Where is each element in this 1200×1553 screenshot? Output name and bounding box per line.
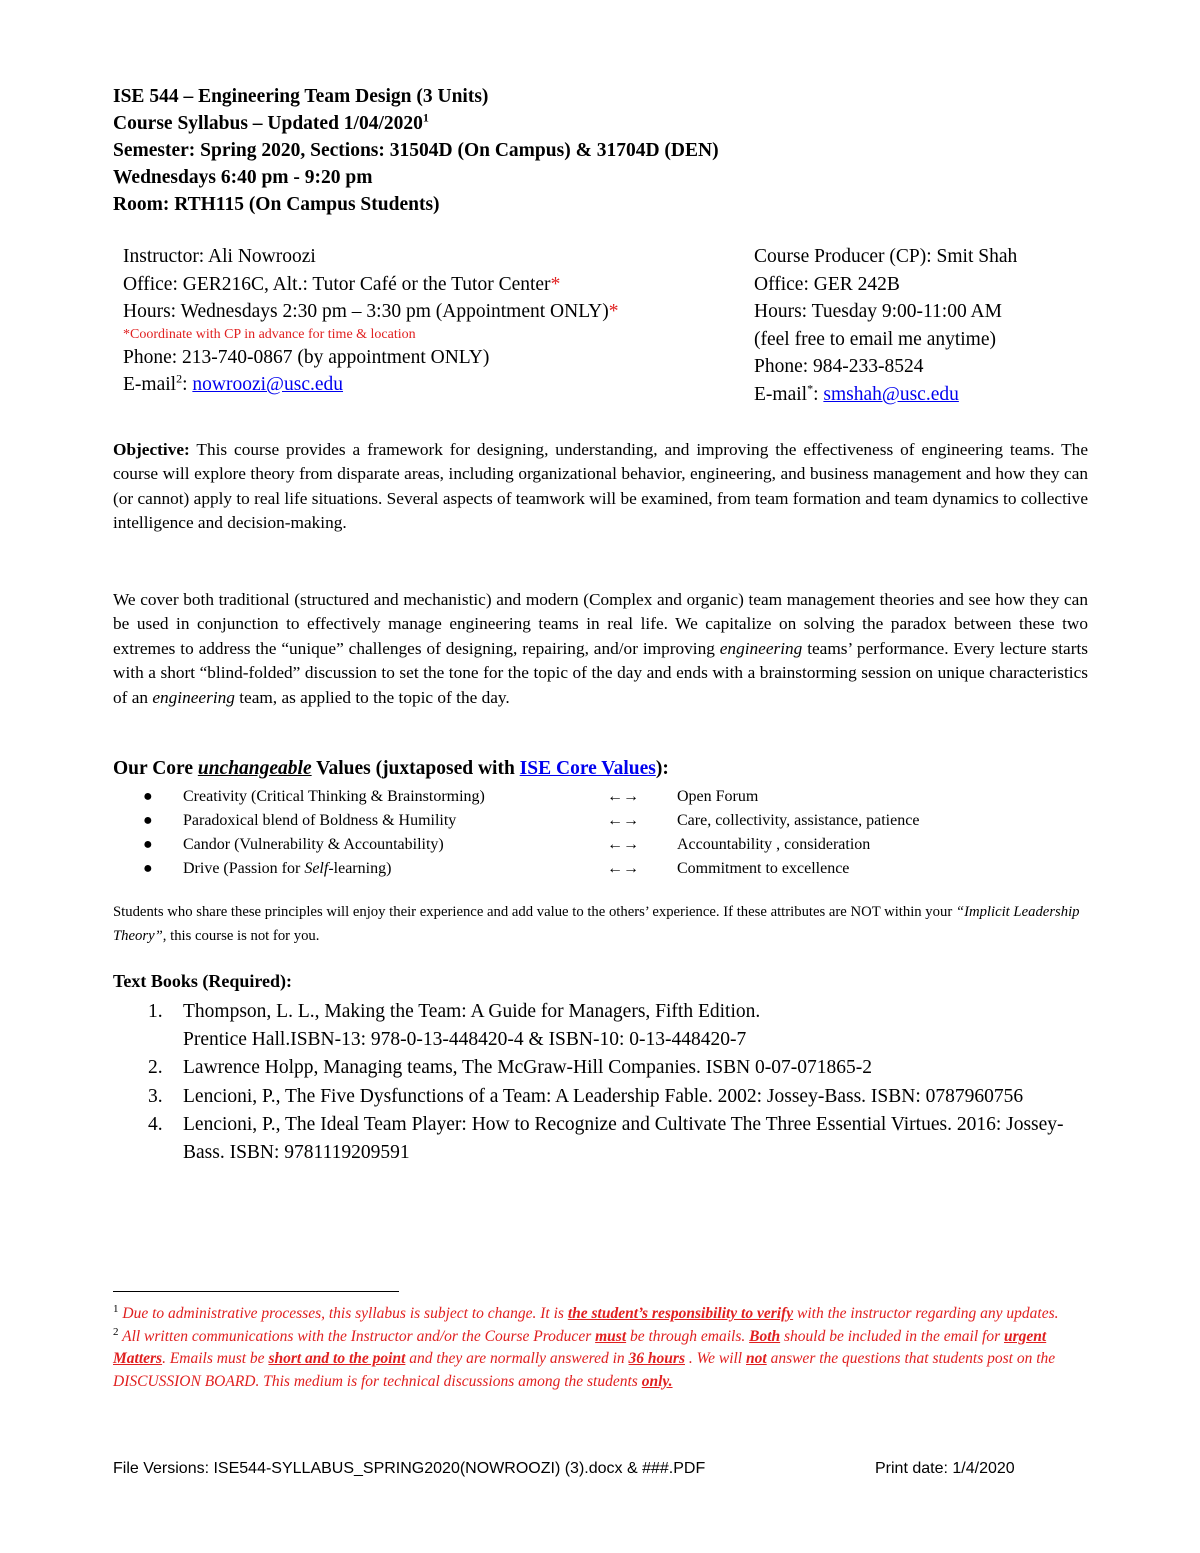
producer-phone: Phone: 984-233-8524 xyxy=(754,356,924,377)
core-values-heading: Our Core unchangeable Values (juxtaposed with ISE Core Values): xyxy=(113,758,669,779)
double-arrow-icon: ←→ xyxy=(607,836,639,853)
instructor-office: Office: GER216C, Alt.: Tutor Café or the Tutor Center* xyxy=(123,273,561,295)
instructor-email-link[interactable]: nowroozi@usc.edu xyxy=(192,374,344,395)
instructor-contact xyxy=(123,243,619,399)
semester-sections: Semester: Spring 2020, Sections: 31504D (On Campus) & 31704D (DEN) xyxy=(113,140,719,161)
footnote-divider xyxy=(113,1291,399,1292)
students-note: Students who share these principles will enjoy their experience and add value to the others’ experience. If these attributes are NOT within your “Implicit Leadership Theory”, this course is not for you. xyxy=(113,904,1080,944)
value-row: ● Creativity (Critical Thinking & Brainstorming) ←→ Open Forum xyxy=(143,785,1043,809)
list-item: 1. Thompson, L. L., Making the Team: A Guide for Managers, Fifth Edition. Prentice Hall.ISBN-13: 978-0-13-448420-4 & ISBN-10: 0-13-448420-7 xyxy=(148,1001,761,1050)
instructor-hours-note: *Coordinate with CP in advance for time & location xyxy=(123,326,416,342)
footnotes xyxy=(113,1303,1088,1393)
print-date: Print date: 1/4/2020 xyxy=(875,1460,1015,1477)
list-item: 3. Lencioni, P., The Five Dysfunctions of a Team: A Leadership Fable. 2002: Jossey-Bass. ISBN: 0787960756 xyxy=(148,1085,1024,1107)
value-row: ● Candor (Vulnerability & Accountability) ←→ Accountability , consideration xyxy=(143,833,1043,857)
double-arrow-icon: ←→ xyxy=(607,788,639,805)
ise-core-values-link[interactable]: ISE Core Values xyxy=(519,758,656,779)
producer-email-row: E-mail*: smshah@usc.edu xyxy=(754,381,959,405)
core-values-list xyxy=(143,785,1043,881)
room: Room: RTH115 (On Campus Students) xyxy=(113,194,440,215)
syllabus-updated: Course Syllabus – Updated 1/04/2020$^1$ xyxy=(113,110,429,134)
producer-hours-note: (feel free to email me anytime) xyxy=(754,328,996,350)
producer-contact xyxy=(754,243,1017,408)
instructor-name: Instructor: Ali Nowroozi xyxy=(123,246,316,267)
producer-email-link[interactable]: smshah@usc.edu xyxy=(823,383,959,405)
textbooks-heading: Text Books (Required): xyxy=(113,971,293,991)
list-item: 4. Lencioni, P., The Ideal Team Player: How to Recognize and Cultivate The Three Essential Virtues. 2016: Jossey-Bass. ISBN: 9781119209591 xyxy=(148,1114,1064,1163)
file-versions: File Versions: ISE544-SYLLABUS_SPRING2020(NOWROOZI) (3).docx & ###.PDF xyxy=(113,1460,706,1477)
double-arrow-icon: ←→ xyxy=(607,860,639,877)
bullet-icon: ● xyxy=(143,860,153,877)
bullet-icon: ● xyxy=(143,788,153,805)
instructor-hours: Hours: Wednesdays 2:30 pm – 3:30 pm (Appointment ONLY)* xyxy=(123,301,619,322)
footnote-1: $^1$ Due to administrative processes, this syllabus is subject to change. It is the student’s responsibility to verify with the instructor regarding any updates. xyxy=(113,1302,1059,1322)
course-title: ISE 544 – Engineering Team Design (3 Units) xyxy=(113,86,489,107)
textbooks-list xyxy=(148,998,1088,1167)
meeting-time: Wednesdays 6:40 pm - 9:20 pm xyxy=(113,167,373,188)
instructor-email-row: E-mail$^2$: nowroozi@usc.edu xyxy=(123,371,344,395)
bullet-icon: ● xyxy=(143,812,153,829)
bullet-icon: ● xyxy=(143,836,153,853)
producer-office: Office: GER 242B xyxy=(754,273,900,295)
producer-hours: Hours: Tuesday 9:00-11:00 AM xyxy=(754,301,1002,322)
footnote-ref-1: 1 xyxy=(422,110,429,125)
objective-label: Objective: xyxy=(113,440,190,459)
producer-name: Course Producer (CP): Smit Shah xyxy=(754,246,1018,267)
value-row: ● Paradoxical blend of Boldness & Humility ←→ Care, collectivity, assistance, patience xyxy=(143,809,1043,833)
double-arrow-icon: ←→ xyxy=(607,812,639,829)
instructor-phone: Phone: 213-740-0867 (by appointment ONLY) xyxy=(123,346,490,368)
list-item: 2. Lawrence Holpp, Managing teams, The McGraw-Hill Companies. ISBN 0-07-071865-2 xyxy=(148,1057,873,1078)
approach-paragraph: We cover both traditional (structured and mechanistic) and modern (Complex and organic) team management theories and see how they can be used in conjunction to effectively manage engineering teams in real life. We capitalize on solving the paradox between these two extremes to address the “unique” challenges of designing, repairing, and/or improving engineering teams’ performance. Every lecture starts with a short “blind-folded” discussion to set the tone for the topic of the day and ends with a brainstorming session on unique characteristics of an engineering team, as applied to the topic of the day. xyxy=(113,590,1088,707)
value-row: ● Drive (Passion for Self-learning) ←→ Commitment to excellence xyxy=(143,857,1043,881)
objective-paragraph: Objective: This course provides a framework for designing, understanding, and improving the effectiveness of engineering teams. The course will explore theory from disparate areas, including organizational behavior, engineering, and business management and how they can (or cannot) apply to real life situations. Several aspects of teamwork will be examined, from team formation and team dynamics to collective intelligence and decision-making. xyxy=(113,440,1088,533)
footnote-2: $^2$ All written communications with the Instructor and/or the Course Producer must be through emails. Both should be included in the email for urgent Matters. Emails must be short and to the point and they are normally answered in 36 hours . We will not answer the questions that students post on the DISCUSSION BOARD. This medium is for technical discussions among the students only. xyxy=(113,1325,1056,1390)
course-header xyxy=(113,83,719,218)
